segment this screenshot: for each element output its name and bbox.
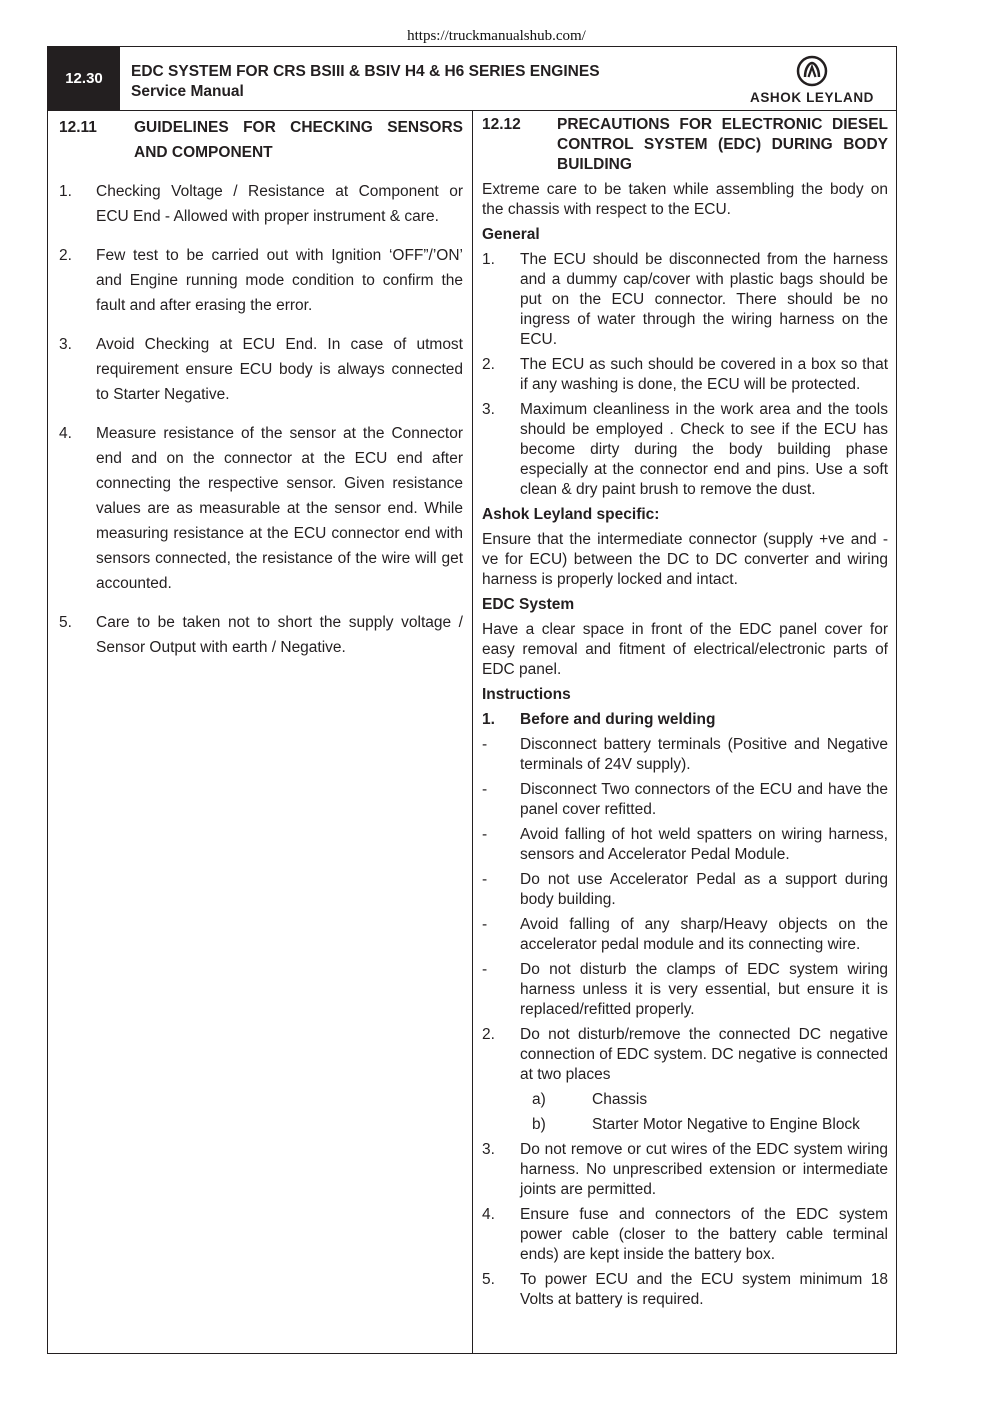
section-heading-number: 12.11	[59, 119, 97, 136]
intro-paragraph: Extreme care to be taken while assembling the body on the chassis with respect to the ECU.	[482, 181, 888, 218]
sub-item-letter: b)	[532, 1116, 546, 1133]
list-item-number: 2.	[482, 356, 495, 373]
list-item-number: 2.	[59, 247, 72, 264]
logo-text: ASHOK LEYLAND	[749, 90, 875, 105]
list-item-text: Measure resistance of the sensor at the Connector end and on the connector at the ECU end after connecting the respective sensor. Given resistance values are as measurable at the sensor end. While measuring resistance at the ECU connector end with sensors connected, the resistance of the wire will get accounted.	[96, 425, 463, 592]
dash-item-text: Do not disturb the clamps of EDC system wiring harness unless it is very essential, but ensure it is replaced/refitted properly.	[520, 961, 888, 1018]
sub-item	[482, 1090, 888, 1110]
list-item	[482, 355, 888, 395]
dash-item	[482, 735, 888, 775]
welding-heading	[482, 710, 888, 730]
general-heading: General	[482, 226, 540, 243]
sub-item-text: Starter Motor Negative to Engine Block	[592, 1116, 860, 1133]
dash-bullet: -	[482, 826, 488, 843]
list-item-number: 3.	[59, 336, 72, 353]
ashok-leyland-specific-heading: Ashok Leyland specific:	[482, 506, 660, 523]
list-item	[482, 1270, 888, 1310]
dash-item	[482, 960, 888, 1020]
list-item-text: Maximum cleanliness in the work area and the tools should be employed . Check to see if the ECU has become dirty during the body building phase especially at the connector end and pins. Use a soft clean & dry paint brush to remove the dust.	[520, 401, 888, 498]
list-item	[482, 400, 888, 500]
source-url: https://truckmanualshub.com/	[407, 28, 586, 44]
list-item-text: To power ECU and the ECU system minimum 18 Volts at battery is required.	[520, 1271, 888, 1308]
list-item-number: 3.	[482, 401, 495, 418]
list-item-text: Do not remove or cut wires of the EDC system wiring harness. No unprescribed extension or intermediate joints are permitted.	[520, 1141, 888, 1198]
list-item-text: Avoid Checking at ECU End. In case of utmost requirement ensure ECU body is always connected to Starter Negative.	[96, 336, 463, 403]
dash-item-text: Avoid falling of any sharp/Heavy objects on the accelerator pedal module and its connecting wire.	[520, 916, 888, 953]
list-item-number: 5.	[59, 614, 72, 631]
list-item-number: 1.	[482, 251, 495, 268]
sub-item	[482, 1115, 888, 1135]
list-item-text: Ensure fuse and connectors of the EDC system power cable (closer to the battery cable terminal ends) are kept inside the battery box.	[520, 1206, 888, 1263]
column-divider	[472, 110, 473, 1354]
list-item-text: The ECU should be disconnected from the harness and a dummy cap/cover with plastic bags should be put on the ECU connector. There should be no ingress of water through the wiring harness on the ECU.	[520, 251, 888, 348]
sub-item-letter: a)	[532, 1091, 546, 1108]
list-item-number: 4.	[59, 425, 72, 442]
list-item-number: 4.	[482, 1206, 495, 1223]
dash-bullet: -	[482, 871, 488, 888]
dash-bullet: -	[482, 736, 488, 753]
list-item	[59, 610, 463, 660]
dash-item	[482, 780, 888, 820]
dash-item-text: Disconnect Two connectors of the ECU and have the panel cover refitted.	[520, 781, 888, 818]
list-item-number: 2.	[482, 1026, 495, 1043]
left-column	[59, 115, 463, 674]
list-item-number: 3.	[482, 1141, 495, 1158]
dash-bullet: -	[482, 961, 488, 978]
header-title-line1: EDC SYSTEM FOR CRS BSIII & BSIV H4 & H6 SERIES ENGINES	[131, 63, 600, 80]
ashok-leyland-logo	[732, 55, 892, 107]
list-item-number: 1.	[482, 711, 495, 728]
section-heading-12-11	[59, 115, 463, 165]
list-item	[482, 1025, 888, 1085]
edc-system-text: Have a clear space in front of the EDC panel cover for easy removal and fitment of electrical/electronic parts of EDC panel.	[482, 621, 888, 678]
list-item-text: Care to be taken not to short the supply voltage / Sensor Output with earth / Negative.	[96, 614, 463, 656]
dash-item-text: Avoid falling of hot weld spatters on wiring harness, sensors and Accelerator Pedal Module.	[520, 826, 888, 863]
list-item	[59, 179, 463, 229]
section-heading-number: 12.12	[482, 116, 521, 133]
list-item-text: Few test to be carried out with Ignition ‘OFF”/’ON’ and Engine running mode condition to confirm the fault and after erasing the error.	[96, 247, 463, 314]
list-item	[482, 1140, 888, 1200]
ashok-leyland-emblem-icon	[796, 55, 828, 87]
list-item	[59, 332, 463, 407]
list-item-text: Before and during welding	[520, 711, 716, 728]
dash-item-text: Do not use Accelerator Pedal as a support during body building.	[520, 871, 888, 908]
list-item-text: The ECU as such should be covered in a box so that if any washing is done, the ECU will be protected.	[520, 356, 888, 393]
list-item	[59, 243, 463, 318]
section-heading-text: PRECAUTIONS FOR ELECTRONIC DIESEL CONTROL SYSTEM (EDC) DURING BODY BUILDING	[557, 116, 888, 173]
section-number-badge: 12.30	[48, 47, 120, 110]
dash-bullet: -	[482, 916, 488, 933]
page-header	[48, 47, 896, 111]
ashok-leyland-specific-text: Ensure that the intermediate connector (supply +ve and -ve for ECU) between the DC to DC converter and wiring harness is properly locked and intact.	[482, 531, 888, 588]
section-heading-12-12	[482, 115, 888, 175]
edc-system-heading: EDC System	[482, 596, 575, 613]
header-title-line2: Service Manual	[131, 83, 244, 100]
dash-item-text: Disconnect battery terminals (Positive and Negative terminals of 24V supply).	[520, 736, 888, 773]
dash-item	[482, 825, 888, 865]
instructions-heading: Instructions	[482, 686, 571, 703]
list-item-text: Checking Voltage / Resistance at Component or ECU End - Allowed with proper instrument & care.	[96, 183, 463, 225]
header-title	[131, 62, 600, 102]
page-frame	[47, 46, 897, 1354]
sub-item-text: Chassis	[592, 1091, 648, 1108]
list-item-text: Do not disturb/remove the connected DC negative connection of EDC system. DC negative is connected at two places	[520, 1026, 888, 1083]
right-column	[482, 115, 888, 1315]
dash-item	[482, 915, 888, 955]
list-item-number: 5.	[482, 1271, 495, 1288]
dash-item	[482, 870, 888, 910]
list-item	[59, 421, 463, 596]
dash-bullet: -	[482, 781, 488, 798]
list-item	[482, 250, 888, 350]
section-heading-text: GUIDELINES FOR CHECKING SENSORS AND COMPONENT	[134, 119, 463, 161]
list-item	[482, 1205, 888, 1265]
list-item-number: 1.	[59, 183, 72, 200]
